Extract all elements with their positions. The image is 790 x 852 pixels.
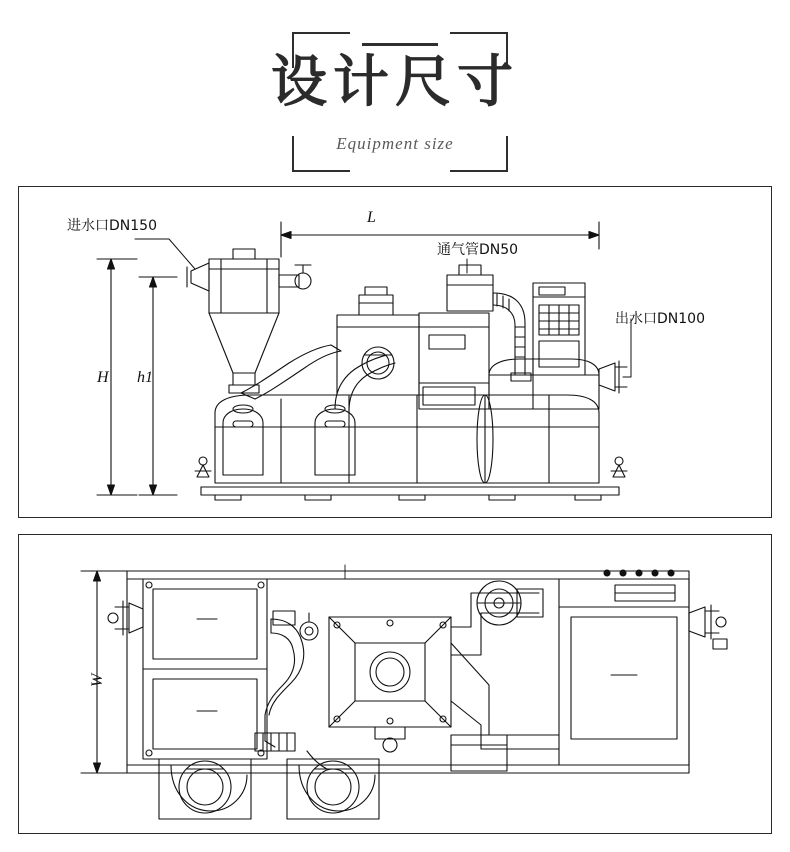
frame-accent-line [362,43,438,46]
page-subtitle: Equipment size [336,134,454,153]
top-view-panel [18,534,772,834]
frame-line [292,32,350,34]
label-inlet: 进水口DN150 [67,218,157,234]
top-view-drawing [19,535,771,833]
front-view-panel [18,186,772,518]
label-outlet: 出水口DN100 [615,311,705,327]
label-vent: 通气管DN50 [437,242,519,258]
dimension-label-h1: h1 [137,369,153,386]
frame-line [450,32,508,34]
page-title: 设计尺寸 [271,50,519,115]
dimension-label-W: W [89,673,106,687]
title-block [0,18,790,163]
dimension-label-L: L [367,209,376,226]
frame-line [292,170,350,172]
front-view-drawing [19,187,771,517]
frame-line [450,170,508,172]
dimension-label-H: H [97,369,109,386]
